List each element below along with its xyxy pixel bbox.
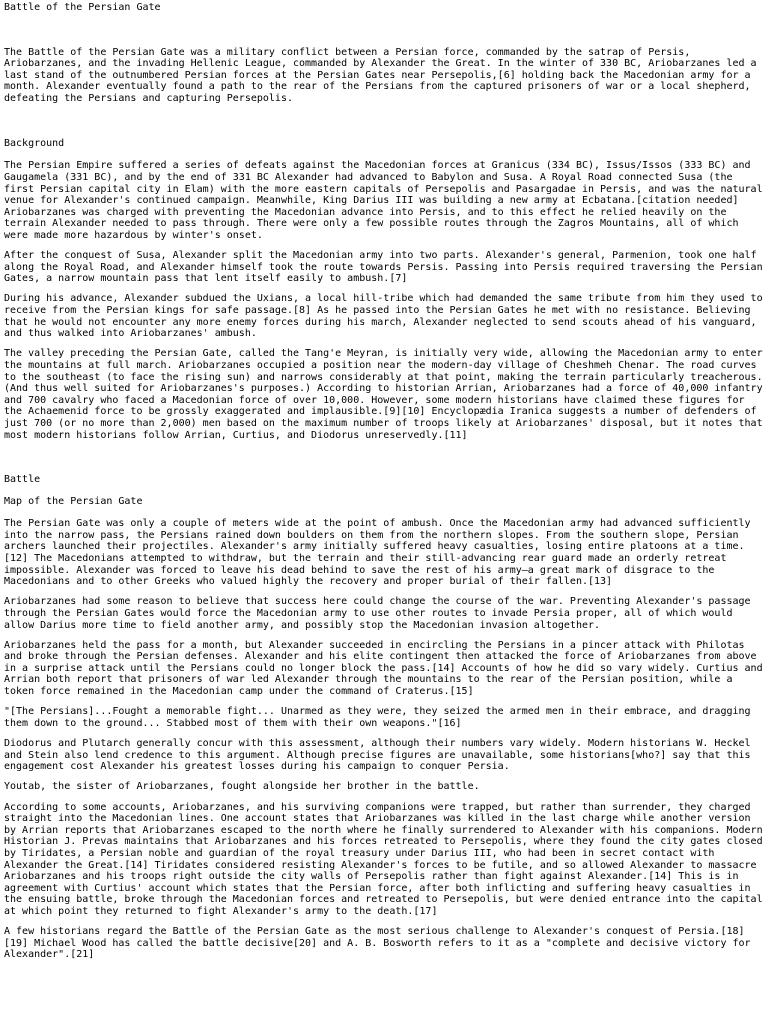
battle-paragraph: Diodorus and Plutarch generally concur with this assessment, although their numbers vary widely. Modern historians W. Heckel and Stein also lend credence to this argument. Although precise figures are unavailable, some historians[who?] say that this engagement cost Alexander his greatest losses during his campaign to conquer Persia. — [4, 738, 751, 773]
battle-paragraph: Ariobarzanes held the pass for a month, but Alexander succeeded in encircling the Persians in a pincer attack with Philotas and broke through the Persian defenses. Alexander and his elite contingent then attacked the force of Ariobarzanes from above in a surprise attack until the Persians could no longer block the pass.[14] Accounts of how he did so vary widely. Curtius and Arrian both report that prisoners of war led Alexander through the mountains to the rear of the Persian position, while a token force remained in the Macedonian camp under the command of Craterus.[15] — [4, 639, 763, 698]
spacer — [4, 450, 764, 474]
document-page — [4, 2, 764, 970]
section-heading-background: Background — [4, 138, 65, 150]
section-heading-battle: Battle — [4, 473, 41, 485]
battle-paragraph: Ariobarzanes had some reason to believe that success here could change the course of the war. Preventing Alexander's passage through the Persian Gates would force the Macedonian army to use other routes to invade Persia proper, all of which would allow Darius more time to field another army, and possibly stop the Macedonian invasion altogether. — [4, 596, 751, 631]
battle-paragraph: According to some accounts, Ariobarzanes, and his surviving companions were trapped, but rather than surrender, they charged straight into the Macedonian lines. One account states that Ariobarzanes was killed in the last charge while another version by Arrian reports that Ariobarzanes escaped to the north where he finally surrendered to Alexander with his companions. Modern Historian J. Prevas maintains that Ariobarzanes and his forces retreated to Persepolis, where they found the city gates closed by Tiridates, a Persian noble and guardian of the royal treasury under Darius III, who had been in secret contact with Alexander the Great.[14] Tiridates considered resisting Alexander's forces to be futile, and so allowed Alexander to massacre Ariobarzanes and his troops right outside the city walls of Persepolis rather than fight against Alexander.[14] This is in agreement with Curtius' account which states that the Persian force, after both inflicting and suffering heavy casualties in the ensuing battle, broke through the Macedonian forces and retreated to Persepolis, but were denied entrance into the capital at which point they returned to fight Alexander's army to the death.[17] — [4, 801, 763, 917]
background-paragraph: The Persian Empire suffered a series of defeats against the Macedonian forces at Granicus (334 BC), Issus/Issos (333 BC) and Gaugamela (331 BC), and by the end of 331 BC Alexander had advanced to Babylon and Susa. A Royal Road connected Susa (the first Persian capital city in Elam) with the more eastern capitals of Persepolis and Pasargadae in Persis, and was the natural venue for Alexander's continued campaign. Meanwhile, King Darius III was building a new army at Ecbatana.[citation needed] Ariobarzanes was charged with preventing the Macedonian advance into Persis, and to this effect he relied heavily on the terrain Alexander needed to pass through. There were only a few possible routes through the Zagros Mountains, all of which were made more hazardous by winter's onset. — [4, 160, 763, 241]
battle-paragraph: A few historians regard the Battle of the Persian Gate as the most serious challenge to Alexander's conquest of Persia.[18][19] Michael Wood has called the battle decisive[20] and A. B. Bosworth refers to it as a "complete and decisive victory for Alexander".[21] — [4, 926, 751, 961]
map-caption: Map of the Persian Gate — [4, 495, 143, 507]
page-title: Battle of the Persian Gate — [4, 2, 161, 13]
battle-quote: "[The Persians]...Fought a memorable fight... Unarmed as they were, they seized the armed men in their embrace, and dragging them down to the ground... Stabbed most of them with their own weapons."[16] — [4, 706, 751, 729]
background-paragraph: During his advance, Alexander subdued the Uxians, a local hill-tribe which had demanded the same tribute from him they used to receive from the Persian kings for safe passage.[8] As he passed into the Persian Gates he met with no resistance. Believing that he would not encounter any more enemy forces during his march, Alexander neglected to send scouts ahead of his vanguard, and thus walked into Ariobarzanes' ambush. — [4, 293, 763, 340]
battle-paragraph: The Persian Gate was only a couple of meters wide at the point of ambush. Once the Macedonian army had advanced sufficiently into the narrow pass, the Persians rained down boulders on them from the northern slopes. From the southern slope, Persian archers launched their projectiles. Alexander's army initially suffered heavy casualties, losing entire platoons at a time.[12] The Macedonians attempted to withdraw, but the terrain and their still-advancing rear guard made an orderly retreat impossible. Alexander was forced to leave his dead behind to save the rest of his army—a great mark of disgrace to the Macedonians and to other Greeks who valued highly the recovery and proper burial of their fallen.[13] — [4, 518, 751, 588]
background-paragraph: After the conquest of Susa, Alexander split the Macedonian army into two parts. Alexander's general, Parmenion, took one half along the Royal Road, and Alexander himself took the route towards Persis. Passing into Persis required traversing the Persian Gates, a narrow mountain pass that lent itself easily to ambush.[7] — [4, 250, 763, 285]
background-paragraph: The valley preceding the Persian Gate, called the Tang'e Meyran, is initially very wide, allowing the Macedonian army to enter the mountains at full march. Ariobarzanes occupied a position near the modern-day village of Cheshmeh Chenar. The road curves to the southeast (to face the rising sun) and narrows considerably at that point, making the terrain particularly treacherous. (And thus well suited for Ariobarzanes's purposes.) According to historian Arrian, Ariobarzanes had a force of 40,000 infantry and 700 cavalry who faced a Macedonian force of over 10,000. However, some modern historians have claimed these figures for the Achaemenid force to be grossly exaggerated and implausible.[9][10] Encyclopædia Iranica suggests a number of defenders of just 700 (or no more than 2,000) men based on the maximum number of troops likely at Ariobarzanes' disposal, but it notes that most modern historians follow Arrian, Curtius, and Diodorus unreservedly.[11] — [4, 348, 763, 441]
intro-paragraph: The Battle of the Persian Gate was a military conflict between a Persian force, commanded by the satrap of Persis, Ariobarzanes, and the invading Hellenic League, commanded by Alexander the Great. In the winter of 330 BC, Ariobarzanes led a last stand of the outnumbered Persian forces at the Persian Gates near Persepolis,[6] holding back the Macedonian army for a month. Alexander eventually found a path to the rear of the Persians from the captured prisoners of war or a local shepherd, defeating the Persians and capturing Persepolis. — [4, 46, 757, 104]
battle-paragraph: Youtab, the sister of Ariobarzanes, fought alongside her brother in the battle. — [4, 781, 480, 793]
spacer — [4, 113, 764, 138]
